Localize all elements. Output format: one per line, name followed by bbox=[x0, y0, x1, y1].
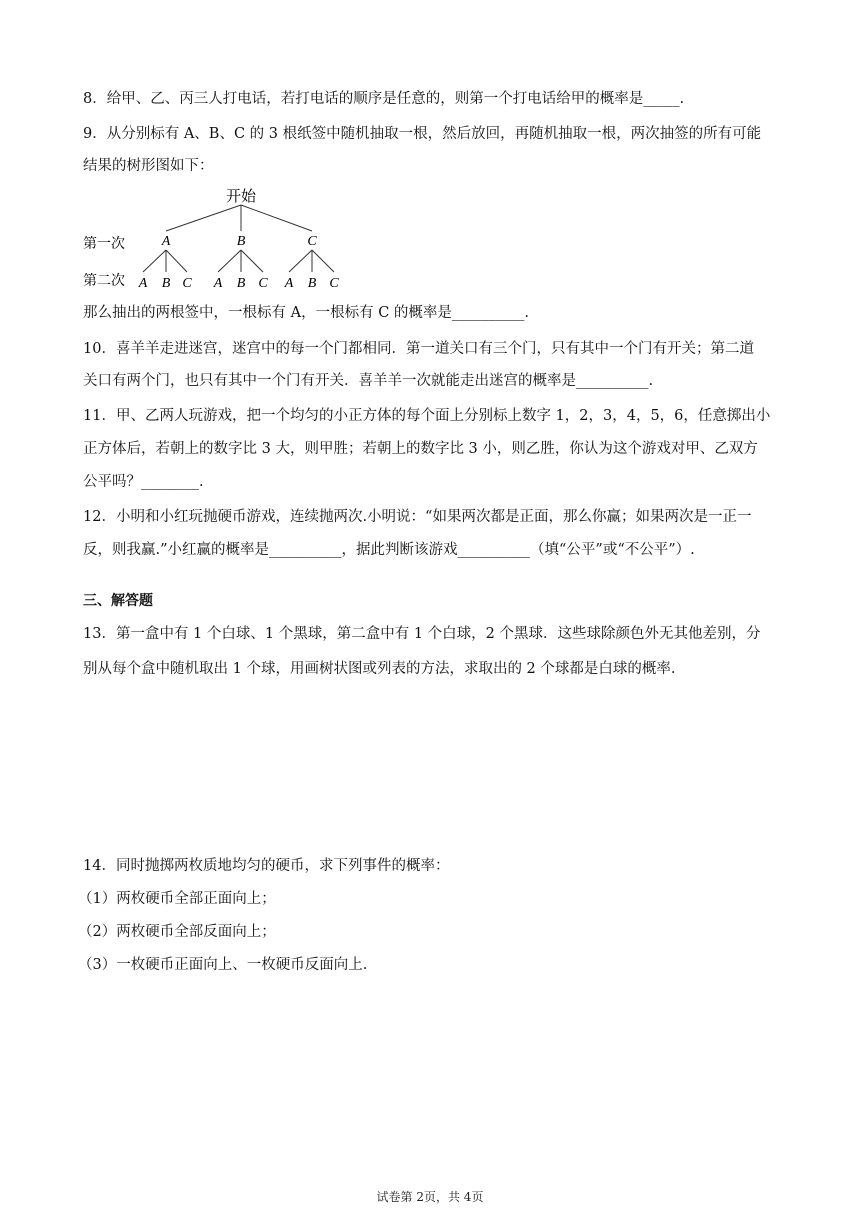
tree-second-6: C bbox=[258, 276, 268, 291]
question-8: 8．给甲、乙、丙三人打电话，若打电话的顺序是任意的，则第一个打电话给甲的概率是_____. bbox=[83, 91, 685, 107]
question-12-line-1: 12．小明和小红玩抛硬币游戏，连续抛两次.小明说：“如果两次都是正面，那么你赢；如果两次是一正一 bbox=[83, 509, 752, 525]
page-footer: 试卷第 2页，共 4页 bbox=[376, 1190, 484, 1204]
tree-root-label: 开始 bbox=[225, 189, 257, 205]
tree-second-9: C bbox=[329, 276, 339, 291]
tree-second-7: A bbox=[284, 276, 294, 291]
question-14-part-2: （2）两枚硬币全部反面向上； bbox=[78, 924, 276, 940]
tree-row2-label: 第二次 bbox=[83, 274, 125, 289]
tree-diagram bbox=[83, 181, 353, 297]
question-14-part-3: （3）一枚硬币正面向上、一枚硬币反面向上. bbox=[78, 957, 368, 973]
question-11-line-3: 公平吗？________. bbox=[83, 474, 204, 490]
question-11-line-1: 11．甲、乙两人玩游戏，把一个均匀的小正方体的每个面上分别标上数字 1，2，3，4，5，6，任意掷出小 bbox=[83, 408, 771, 424]
question-10-line-1: 10．喜羊羊走进迷宫，迷宫中的每一个门都相同．第一道关口有三个门，只有其中一个门有开关；第二道 bbox=[83, 341, 754, 357]
question-10-line-2: 关口有两个门，也只有其中一个门有开关．喜羊羊一次就能走出迷宫的概率是__________. bbox=[83, 373, 654, 389]
question-9-line-1: 9．从分别标有 A、B、C 的 3 根纸签中随机抽取一根，然后放回，再随机抽取一根，两次抽签的所有可能 bbox=[83, 126, 762, 142]
tree-first-a: A bbox=[161, 234, 171, 249]
tree-second-8: B bbox=[307, 276, 317, 291]
tree-second-1: A bbox=[138, 276, 148, 291]
section-heading: 三、解答题 bbox=[83, 593, 153, 609]
tree-first-b: B bbox=[236, 234, 246, 249]
tree-second-3: C bbox=[182, 276, 192, 291]
tree-second-5: B bbox=[236, 276, 246, 291]
question-11-line-2: 正方体后，若朝上的数字比 3 大，则甲胜；若朝上的数字比 3 小，则乙胜，你认为这个游戏对甲、乙双方 bbox=[83, 441, 758, 457]
question-13-line-2: 别从每个盒中随机取出 1 个球，用画树状图或列表的方法，求取出的 2 个球都是白球的概率. bbox=[83, 661, 676, 677]
question-14-part-1: （1）两枚硬币全部正面向上； bbox=[78, 891, 276, 907]
question-12-line-2: 反，则我赢.”小红赢的概率是__________，据此判断该游戏__________（填“公平”或“不公平”）. bbox=[83, 542, 695, 558]
question-9-line-3: 那么抽出的两根签中，一根标有 A，一根标有 C 的概率是__________. bbox=[83, 305, 530, 321]
tree-second-2: B bbox=[161, 276, 171, 291]
question-9-line-2: 结果的树形图如下： bbox=[83, 158, 214, 174]
tree-first-c: C bbox=[307, 234, 317, 249]
tree-row1-label: 第一次 bbox=[83, 237, 125, 252]
question-14-line-1: 14．同时抛掷两枚质地均匀的硬币，求下列事件的概率： bbox=[83, 858, 450, 874]
question-13-line-1: 13．第一盒中有 1 个白球、1 个黑球，第二盒中有 1 个白球，2 个黑球．这些球除颜色外无其他差别，分 bbox=[83, 626, 761, 642]
tree-second-4: A bbox=[213, 276, 223, 291]
